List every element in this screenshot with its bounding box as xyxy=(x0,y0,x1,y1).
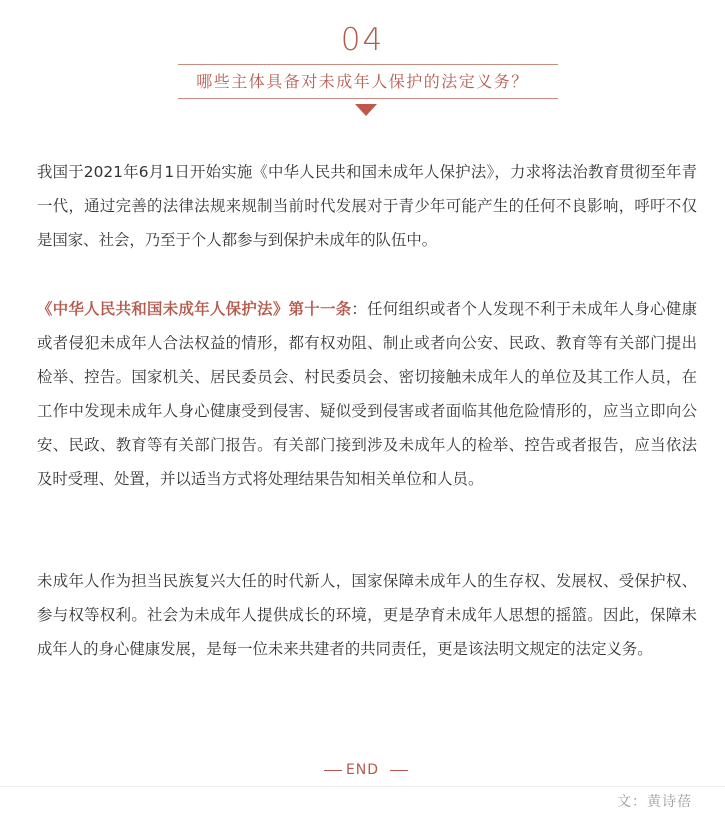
intro-paragraph: 我国于2021年6月1日开始实施《中华人民共和国未成年人保护法》，力求将法治教育贯彻至年青一代，通过完善的法律法规来规制当前时代发展对于青少年可能产生的任何不良影响，呼吁不仅是国家、社会，乃至于个人都参与到保护未成年的队伍中。 xyxy=(37,163,697,249)
article-paragraph xyxy=(37,292,697,496)
section-number: 04 xyxy=(340,22,385,58)
article-colon: ： xyxy=(351,300,368,318)
end-mark: END xyxy=(345,762,380,778)
section-question: 哪些主体具备对未成年人保护的法定义务？ xyxy=(196,72,529,91)
footer-divider xyxy=(0,786,725,787)
question-bottom-rule xyxy=(178,98,558,99)
article-body: 任何组织或者个人发现不利于未成年人身心健康或者侵犯未成年人合法权益的情形，都有权劝阻、制止或者向公安、民政、教育等有关部门提出检举、控告。国家机关、居民委员会、村民委员会、密切接触未成年人的单位及其工作人员，在工作中发现未成年人身心健康受到侵害、疑似受到侵害或者面临其他危险情形的，应当立即向公安、民政、教育等有关部门报告。有关部门接到涉及未成年人的检举、控告或者报告，应当依法及时受理、处置，并以适当方式将处理结果告知相关单位和人员。 xyxy=(37,300,697,488)
down-triangle-icon xyxy=(355,104,377,116)
end-right-dash xyxy=(390,770,408,771)
question-top-rule xyxy=(178,64,558,65)
author-credit: 文：黄诗蓓 xyxy=(617,794,692,810)
conclusion-paragraph: 未成年人作为担当民族复兴大任的时代新人，国家保障未成年人的生存权、发展权、受保护权、参与权等权利。社会为未成年人提供成长的环境，更是孕育未成年人思想的摇篮。因此，保障未成年人的身心健康发展，是每一位未来共建者的共同责任，更是该法明文规定的法定义务。 xyxy=(37,572,697,658)
article-title: 《中华人民共和国未成年人保护法》第十一条 xyxy=(37,300,352,318)
